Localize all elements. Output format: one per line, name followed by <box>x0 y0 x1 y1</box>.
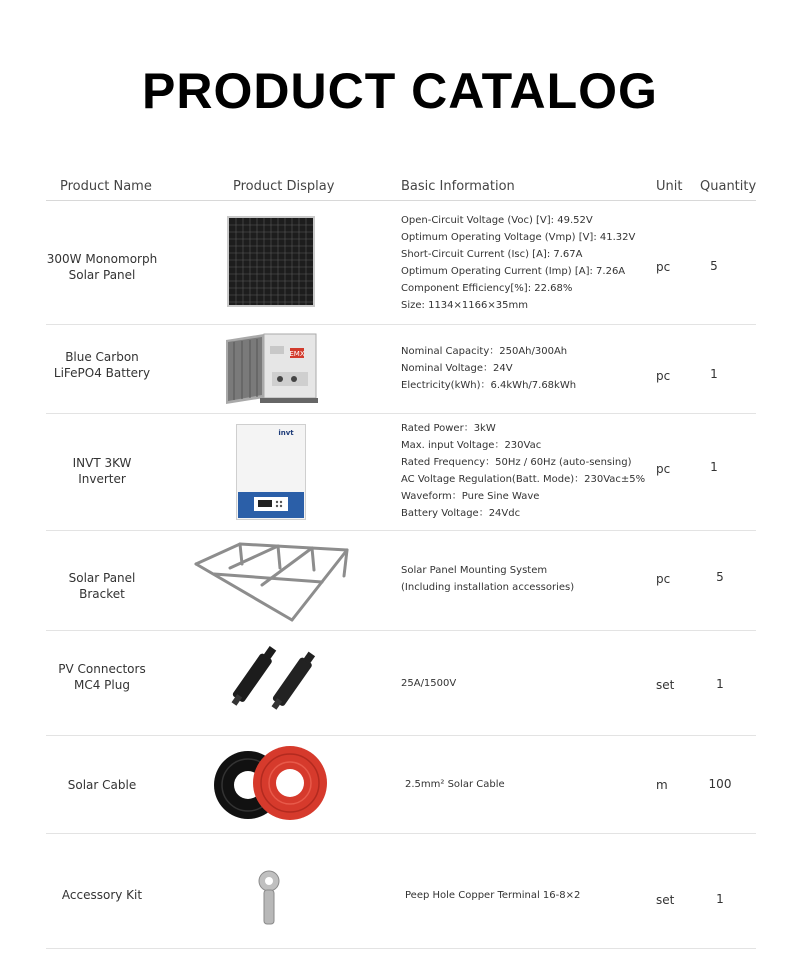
mc4-connector-image <box>222 640 322 722</box>
row-1-info-line: Optimum Operating Current (Imp) [A]: 7.26A <box>401 266 626 277</box>
row-1-info-line: Open-Circuit Voltage (Voc) [V]: 49.52V <box>401 215 593 226</box>
row-3-info-line: Rated Frequency：50Hz / 60Hz (auto-sensing) <box>401 457 632 468</box>
row-5-info-line: 25A/1500V <box>401 678 457 689</box>
row-4-name-line-1: Solar Panel Bracket <box>68 571 136 601</box>
row-1-basic-info <box>401 212 651 314</box>
row-5-unit: set <box>656 678 675 692</box>
row-5-name-line-2: MC4 Plug <box>74 678 130 692</box>
bracket-image <box>192 540 350 624</box>
row-6-basic-info <box>405 776 655 793</box>
row-7-quantity: 1 <box>716 892 724 906</box>
row-7-product-name <box>46 887 158 903</box>
row-6-unit: m <box>656 778 668 792</box>
inverter-brand-logo: invt <box>278 429 294 437</box>
row-1-unit: pc <box>656 260 671 274</box>
row-3-name-line-1: INVT 3KW <box>72 456 132 470</box>
battery-brand-label: EMX <box>289 350 305 358</box>
row-divider <box>46 530 756 531</box>
row-3-info-line: Max. input Voltage：230Vac <box>401 440 542 451</box>
row-7-basic-info <box>405 887 655 904</box>
row-7-name-line-1: Accessory Kit <box>61 888 143 902</box>
row-1-info-line: Optimum Operating Voltage (Vmp) [V]: 41.32V <box>401 232 636 243</box>
row-4-product-name <box>46 570 158 602</box>
row-3-basic-info <box>401 420 651 522</box>
row-divider <box>46 324 756 325</box>
row-1-quantity: 5 <box>710 259 718 273</box>
row-divider <box>46 413 756 414</box>
row-divider <box>46 948 756 949</box>
row-3-info-line: AC Voltage Regulation(Batt. Mode)：230Vac±5% <box>401 474 646 485</box>
row-1-product-name <box>46 251 158 283</box>
inverter-image <box>236 424 306 520</box>
row-1-name-line-2: Solar Panel <box>68 268 136 282</box>
row-1-info-line: Short-Circuit Current (Isc) [A]: 7.67A <box>401 249 583 260</box>
row-4-basic-info <box>401 562 651 596</box>
solar-cable-image <box>210 745 334 823</box>
row-5-quantity: 1 <box>716 677 724 691</box>
row-1-name-line-1: 300W Monomorph <box>46 252 158 266</box>
row-6-quantity: 100 <box>708 777 732 791</box>
row-2-info-line: Nominal Capacity：250Ah/300Ah <box>401 346 568 357</box>
row-4-unit: pc <box>656 572 671 586</box>
row-divider <box>46 833 756 834</box>
row-2-unit: pc <box>656 369 671 383</box>
row-3-name-line-2: Inverter <box>78 472 126 486</box>
row-7-unit: set <box>656 893 675 907</box>
row-2-name-line-2: LiFePO4 Battery <box>53 366 151 380</box>
header-divider <box>46 200 756 201</box>
row-divider <box>46 735 756 736</box>
row-5-product-name <box>46 661 158 693</box>
row-3-info-line: Rated Power：3kW <box>401 423 496 434</box>
row-3-info-line: Waveform：Pure Sine Wave <box>401 491 540 502</box>
row-2-info-line: Nominal Voltage：24V <box>401 363 513 374</box>
row-6-name-line-1: Solar Cable <box>67 778 137 792</box>
row-4-quantity: 5 <box>716 570 724 584</box>
row-4-info-line: (Including installation accessories) <box>401 582 575 593</box>
header-quantity: Quantity <box>700 179 757 194</box>
row-2-info-line: Electricity(kWh)：6.4kWh/7.68kWh <box>401 380 577 391</box>
header-unit: Unit <box>656 179 683 194</box>
page-title: PRODUCT CATALOG <box>142 63 658 119</box>
header-product-name: Product Name <box>60 179 152 194</box>
row-2-name-line-1: Blue Carbon <box>65 350 139 364</box>
copper-terminal-image <box>256 870 282 926</box>
row-3-unit: pc <box>656 462 671 476</box>
row-4-info-line: Solar Panel Mounting System <box>401 565 548 576</box>
battery-image <box>220 332 320 406</box>
row-3-product-name <box>46 455 158 487</box>
row-5-name-line-1: PV Connectors <box>58 662 146 676</box>
row-2-quantity: 1 <box>710 367 718 381</box>
row-6-product-name <box>46 777 158 793</box>
row-7-info-line: Peep Hole Copper Terminal 16-8×2 <box>405 890 581 901</box>
row-3-info-line: Battery Voltage：24Vdc <box>401 508 521 519</box>
row-2-product-name <box>46 349 158 381</box>
row-6-info-line: 2.5mm² Solar Cable <box>405 779 505 790</box>
row-1-info-line: Size: 1134×1166×35mm <box>401 300 528 311</box>
row-1-info-line: Component Efficiency[%]: 22.68% <box>401 283 573 294</box>
row-divider <box>46 630 756 631</box>
header-basic-information: Basic Information <box>401 179 515 194</box>
row-3-quantity: 1 <box>710 460 718 474</box>
row-2-basic-info <box>401 343 651 394</box>
header-product-display: Product Display <box>233 179 335 194</box>
solar-panel-image <box>227 216 315 307</box>
row-5-basic-info <box>401 675 651 692</box>
